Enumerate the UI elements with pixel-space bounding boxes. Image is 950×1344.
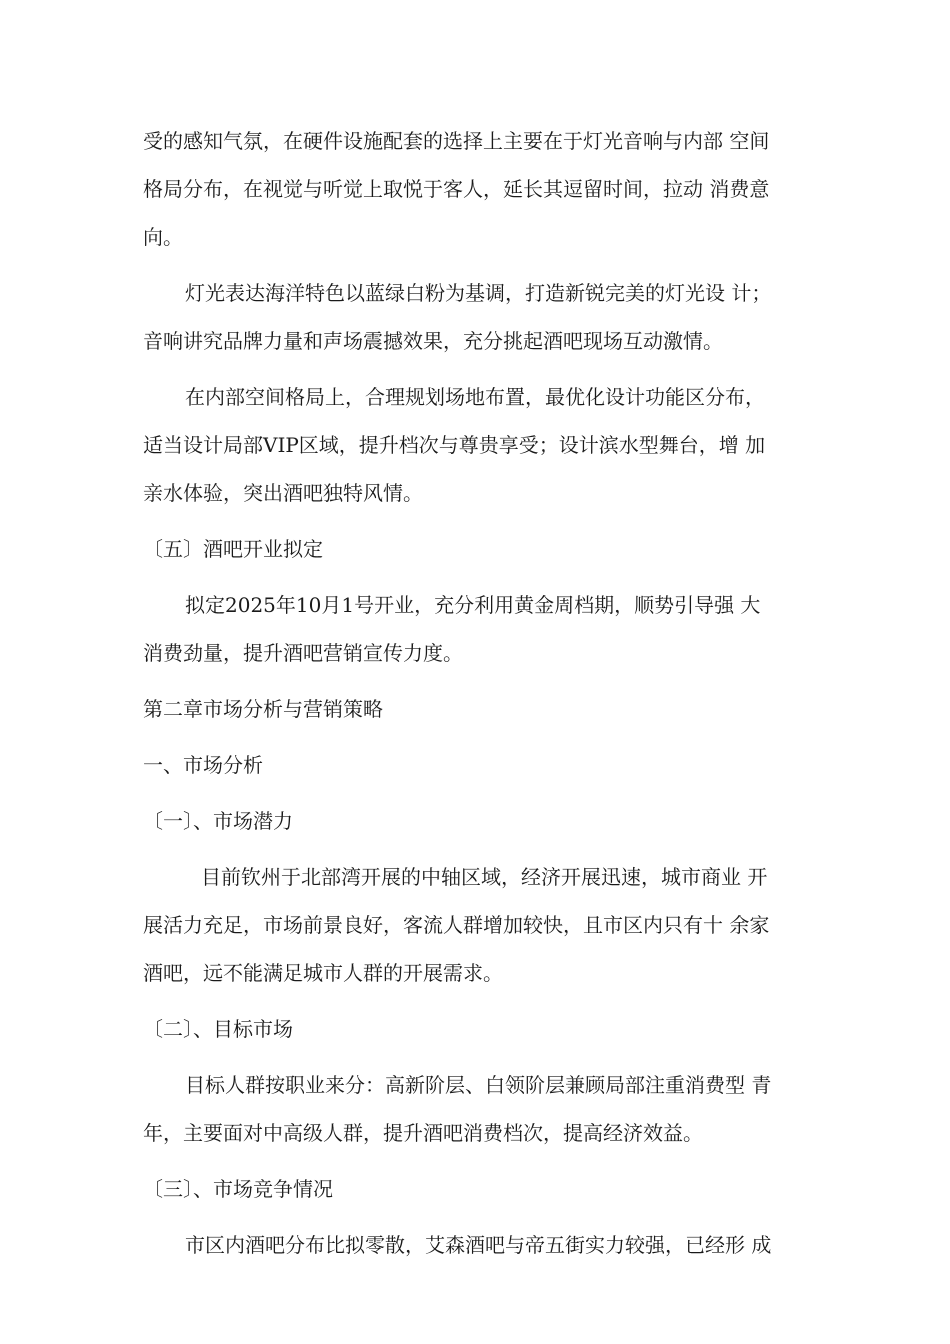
- body-paragraph: [143, 1221, 818, 1269]
- text-line: 市区内酒吧分布比拟零散，艾森酒吧与帝五街实力较强，已经形 成: [185, 1233, 772, 1257]
- section-heading: [143, 797, 818, 845]
- text-line: 一、市场分析: [143, 753, 263, 777]
- paragraph-gap: [143, 517, 818, 525]
- section-heading: [143, 741, 818, 789]
- text-line: 灯光表达海洋特色以蓝绿白粉为基调，打造新锐完美的灯光设 计；: [185, 281, 772, 305]
- text-line: 音响讲究品牌力量和声场震撼效果，充分挑起酒吧现场互动激情。: [143, 329, 723, 353]
- text-line: 在内部空间格局上，合理规划场地布置，最优化设计功能区分布，: [185, 385, 765, 409]
- paragraph-gap: [143, 261, 818, 269]
- text-line: 消费劲量，提升酒吧营销宣传力度。: [143, 641, 463, 665]
- text-line: 〔二〕、目标市场: [143, 1017, 293, 1041]
- text-line: 年，主要面对中高级人群，提升酒吧消费档次，提高经济效益。: [143, 1121, 703, 1145]
- text-line: 亲水体验，突出酒吧独特风情。: [143, 481, 423, 505]
- paragraph-gap: [143, 733, 818, 741]
- section-heading: [143, 525, 818, 573]
- section-heading: [143, 685, 818, 733]
- text-line: 受的感知气氛，在硬件设施配套的选择上主要在于灯光音响与内部 空间: [143, 129, 770, 153]
- paragraph-gap: [143, 1213, 818, 1221]
- body-paragraph: [143, 117, 818, 261]
- body-paragraph: [143, 1061, 818, 1157]
- section-heading: [143, 1165, 818, 1213]
- body-paragraph: [143, 581, 818, 677]
- text-line: 〔三〕、市场竞争情况: [143, 1177, 333, 1201]
- text-line: 酒吧，远不能满足城市人群的开展需求。: [143, 961, 503, 985]
- text-line: 拟定2025年10月1号开业，充分利用黄金周档期，顺势引导强 大: [185, 593, 761, 617]
- text-line: 适当设计局部VIP区域，提升档次与尊贵享受；设计滨水型舞台，增 加: [143, 433, 766, 457]
- body-paragraph: [143, 269, 818, 365]
- text-line: 向。: [143, 225, 183, 249]
- body-paragraph: [143, 373, 818, 517]
- text-line: 第二章市场分析与营销策略: [143, 697, 383, 721]
- text-line: 目前钦州于北部湾开展的中轴区域，经济开展迅速，城市商业 开: [201, 865, 768, 889]
- paragraph-gap: [143, 997, 818, 1005]
- document-body: [143, 117, 818, 1269]
- text-line: 展活力充足，市场前景良好，客流人群增加较快，且市区内只有十 余家: [143, 913, 770, 937]
- section-heading: [143, 1005, 818, 1053]
- text-line: 格局分布，在视觉与听觉上取悦于客人，延长其逗留时间，拉动 消费意: [143, 177, 770, 201]
- paragraph-gap: [143, 1157, 818, 1165]
- body-paragraph: [143, 853, 818, 997]
- text-line: 〔一〕、市场潜力: [143, 809, 293, 833]
- paragraph-gap: [143, 845, 818, 853]
- paragraph-gap: [143, 365, 818, 373]
- paragraph-gap: [143, 1053, 818, 1061]
- text-line: 〔五〕酒吧开业拟定: [143, 537, 323, 561]
- paragraph-gap: [143, 677, 818, 685]
- text-line: 目标人群按职业来分：高新阶层、白领阶层兼顾局部注重消费型 青: [185, 1073, 772, 1097]
- paragraph-gap: [143, 789, 818, 797]
- paragraph-gap: [143, 573, 818, 581]
